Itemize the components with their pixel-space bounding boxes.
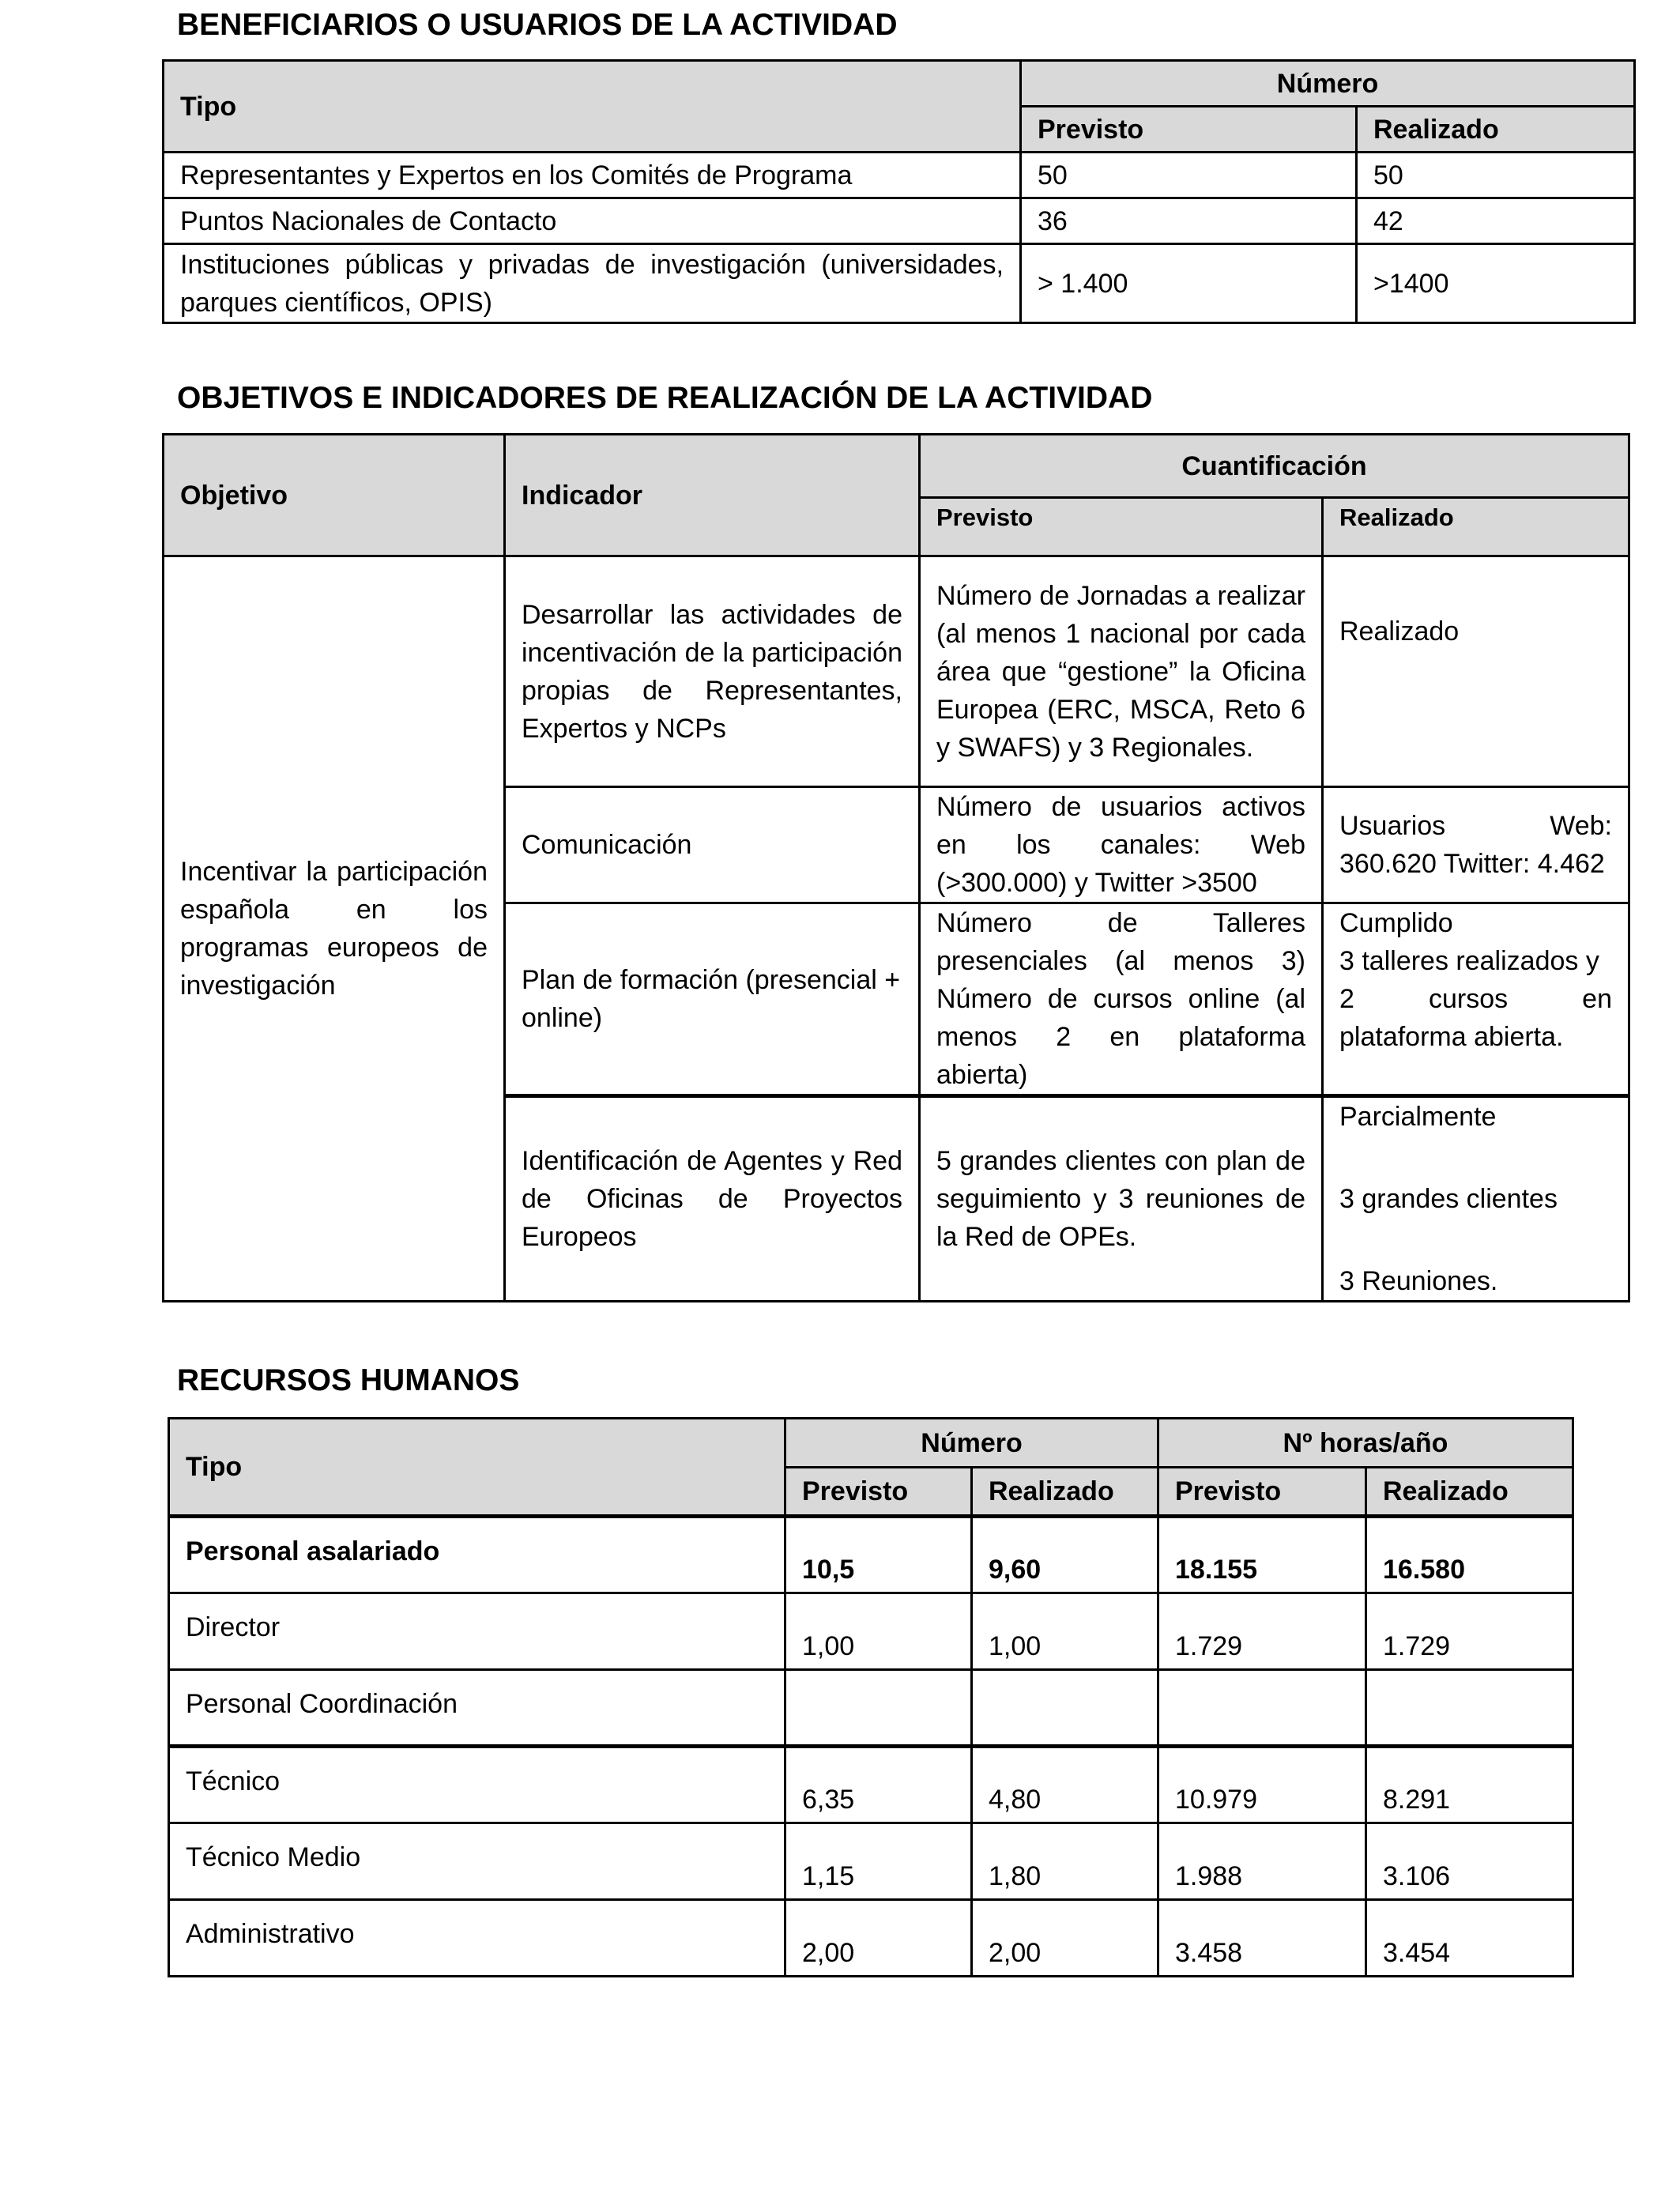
table-row bbox=[169, 1900, 1573, 1977]
recursos-header-horas-previsto: Previsto bbox=[1158, 1468, 1366, 1517]
realizado-line: Parcialmente bbox=[1339, 1102, 1497, 1132]
beneficiario-previsto: 36 bbox=[1021, 198, 1357, 244]
recurso-num-previsto: 1,15 bbox=[785, 1823, 972, 1900]
previsto-cell: Número de Talleres presenciales (al menos 3) Número de cursos online (al menos 2 en plataforma abierta) bbox=[920, 903, 1323, 1096]
recurso-num-realizado: 1,00 bbox=[972, 1593, 1158, 1670]
recursos-heading: RECURSOS HUMANOS bbox=[177, 1363, 520, 1397]
recursos-header-horas: Nº horas/año bbox=[1158, 1419, 1573, 1468]
recurso-tipo: Personal asalariado bbox=[169, 1517, 785, 1593]
table-row bbox=[169, 1823, 1573, 1900]
table-row bbox=[169, 1670, 1573, 1747]
recurso-horas-previsto: 1.729 bbox=[1158, 1593, 1366, 1670]
previsto-cell: Número de Jornadas a realizar (al menos 1 nacional por cada área que “gestione” la Oficina Europea (ERC, MSCA, Reto 6 y SWAFS) y 3 Regionales. bbox=[920, 556, 1323, 787]
recurso-horas-previsto: 18.155 bbox=[1158, 1517, 1366, 1593]
recursos-header-numero: Número bbox=[785, 1419, 1158, 1468]
realizado-line: Cumplido bbox=[1339, 908, 1453, 938]
objetivos-header-indicador: Indicador bbox=[505, 435, 920, 556]
recurso-horas-realizado: 16.580 bbox=[1366, 1517, 1573, 1593]
recurso-horas-realizado: 1.729 bbox=[1366, 1593, 1573, 1670]
recurso-num-previsto: 6,35 bbox=[785, 1747, 972, 1823]
table-row bbox=[164, 244, 1635, 323]
recurso-horas-previsto: 3.458 bbox=[1158, 1900, 1366, 1977]
beneficiarios-header-numero: Número bbox=[1021, 61, 1635, 107]
recurso-num-realizado: 9,60 bbox=[972, 1517, 1158, 1593]
indicador-cell: Identificación de Agentes y Red de Oficinas de Proyectos Europeos bbox=[505, 1096, 920, 1302]
recurso-num-previsto: 2,00 bbox=[785, 1900, 972, 1977]
recursos-table bbox=[168, 1417, 1574, 1977]
recursos-header-num-previsto: Previsto bbox=[785, 1468, 972, 1517]
beneficiario-tipo: Instituciones públicas y privadas de investigación (universidades, parques científicos, OPIS) bbox=[164, 244, 1021, 323]
recurso-tipo: Personal Coordinación bbox=[169, 1670, 785, 1747]
objetivos-header-realizado: Realizado bbox=[1323, 498, 1629, 556]
recurso-tipo: Director bbox=[169, 1593, 785, 1670]
beneficiario-tipo: Representantes y Expertos en los Comités de Programa bbox=[164, 153, 1021, 198]
beneficiarios-header-realizado: Realizado bbox=[1357, 107, 1635, 153]
objetivos-header-previsto: Previsto bbox=[920, 498, 1323, 556]
recurso-num-previsto: 1,00 bbox=[785, 1593, 972, 1670]
beneficiario-realizado: 42 bbox=[1357, 198, 1635, 244]
beneficiario-realizado: >1400 bbox=[1357, 244, 1635, 323]
recurso-horas-previsto: 10.979 bbox=[1158, 1747, 1366, 1823]
previsto-cell: 5 grandes clientes con plan de seguimiento y 3 reuniones de la Red de OPEs. bbox=[920, 1096, 1323, 1302]
realizado-line: 2 cursos en plataforma abierta. bbox=[1339, 984, 1612, 1052]
recursos-header-tipo: Tipo bbox=[169, 1419, 785, 1517]
recurso-num-previsto: 10,5 bbox=[785, 1517, 972, 1593]
previsto-cell: Número de usuarios activos en los canales: Web (>300.000) y Twitter >3500 bbox=[920, 787, 1323, 903]
recurso-tipo: Administrativo bbox=[169, 1900, 785, 1977]
indicador-cell: Plan de formación (presencial + online) bbox=[505, 903, 920, 1096]
beneficiario-previsto: 50 bbox=[1021, 153, 1357, 198]
indicador-cell: Desarrollar las actividades de incentivación de la participación propias de Representantes, Expertos y NCPs bbox=[505, 556, 920, 787]
table-row bbox=[164, 153, 1635, 198]
table-row bbox=[169, 1747, 1573, 1823]
realizado-cell: Realizado bbox=[1323, 556, 1629, 787]
table-row bbox=[164, 198, 1635, 244]
table-row bbox=[169, 1593, 1573, 1670]
realizado-cell bbox=[1323, 1096, 1629, 1302]
table-row bbox=[164, 556, 1629, 787]
realizado-cell bbox=[1323, 903, 1629, 1096]
recursos-header-horas-realizado: Realizado bbox=[1366, 1468, 1573, 1517]
beneficiarios-header-tipo: Tipo bbox=[164, 61, 1021, 153]
beneficiario-realizado: 50 bbox=[1357, 153, 1635, 198]
recurso-horas-realizado: 8.291 bbox=[1366, 1747, 1573, 1823]
recurso-num-realizado: 1,80 bbox=[972, 1823, 1158, 1900]
beneficiarios-heading: BENEFICIARIOS O USUARIOS DE LA ACTIVIDAD bbox=[177, 8, 898, 42]
beneficiario-previsto: > 1.400 bbox=[1021, 244, 1357, 323]
objetivos-header-cuantificacion: Cuantificación bbox=[920, 435, 1629, 498]
objetivos-header-objetivo: Objetivo bbox=[164, 435, 505, 556]
indicador-cell: Comunicación bbox=[505, 787, 920, 903]
objetivo-cell: Incentivar la participación española en los programas europeos de investigación bbox=[164, 556, 505, 1302]
realizado-line: 3 grandes clientes bbox=[1339, 1184, 1558, 1214]
recurso-horas-realizado: 3.106 bbox=[1366, 1823, 1573, 1900]
objetivos-heading: OBJETIVOS E INDICADORES DE REALIZACIÓN DE LA ACTIVIDAD bbox=[177, 381, 1153, 415]
recurso-num-realizado bbox=[972, 1670, 1158, 1747]
recurso-num-realizado: 4,80 bbox=[972, 1747, 1158, 1823]
recurso-horas-previsto bbox=[1158, 1670, 1366, 1747]
objetivos-table bbox=[162, 433, 1630, 1302]
recurso-num-previsto bbox=[785, 1670, 972, 1747]
recurso-horas-previsto: 1.988 bbox=[1158, 1823, 1366, 1900]
recurso-tipo: Técnico bbox=[169, 1747, 785, 1823]
beneficiarios-table bbox=[162, 59, 1636, 324]
recursos-header-num-realizado: Realizado bbox=[972, 1468, 1158, 1517]
recurso-num-realizado: 2,00 bbox=[972, 1900, 1158, 1977]
recurso-horas-realizado bbox=[1366, 1670, 1573, 1747]
recurso-tipo: Técnico Medio bbox=[169, 1823, 785, 1900]
beneficiario-tipo: Puntos Nacionales de Contacto bbox=[164, 198, 1021, 244]
realizado-line: 3 Reuniones. bbox=[1339, 1266, 1498, 1296]
table-row bbox=[169, 1517, 1573, 1593]
recurso-horas-realizado: 3.454 bbox=[1366, 1900, 1573, 1977]
realizado-line: 3 talleres realizados y bbox=[1339, 946, 1599, 976]
realizado-cell: Usuarios Web: 360.620 Twitter: 4.462 bbox=[1323, 787, 1629, 903]
beneficiarios-header-previsto: Previsto bbox=[1021, 107, 1357, 153]
